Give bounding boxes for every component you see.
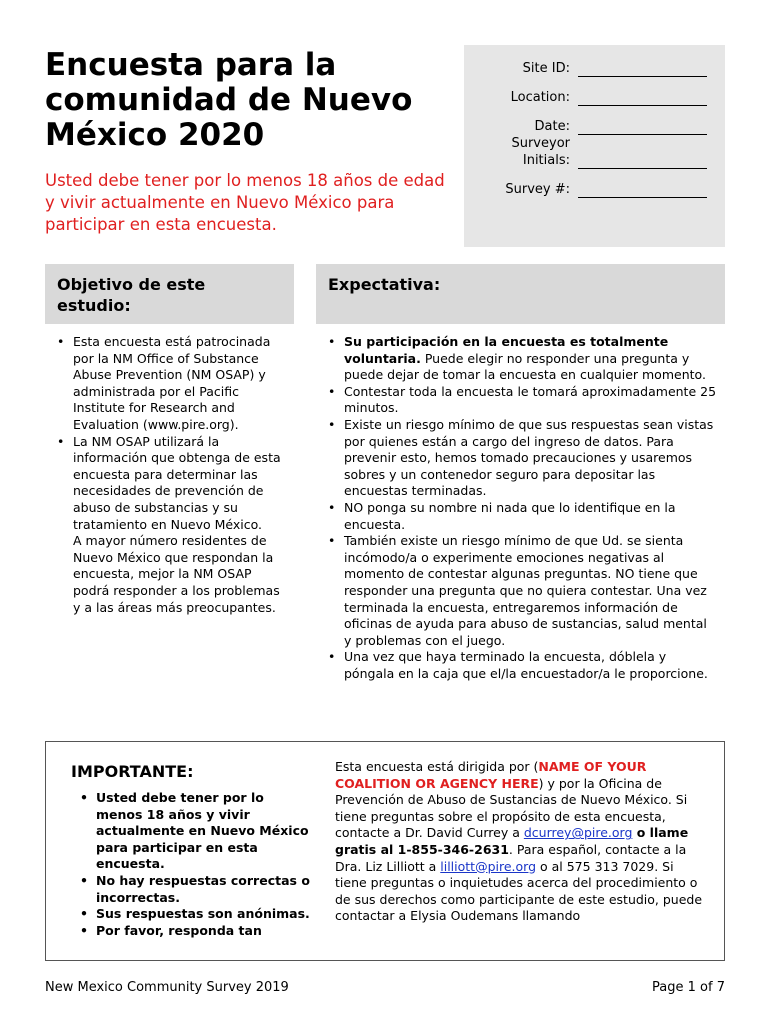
expectation-bullet	[326, 334, 718, 384]
expectation-bullet: • NO ponga su nombre ni nada que lo identifique en la encuesta.	[326, 500, 718, 533]
surveyor-label: Surveyor	[511, 136, 570, 151]
agency-placeholder: NAME OF YOUR COALITION OR AGENCY HERE	[335, 759, 647, 791]
objective-bullet: • Esta encuesta está patrocinada por la NM Office of Substance Abuse Prevention (NM OSAP) y administrada por el Pacific Institute for Research and Evaluation (www.pire.org).	[55, 334, 283, 434]
expectation-bullet: • Una vez que haya terminado la encuesta, dóblela y póngala en la caja que el/la encuestador/a le proporcione.	[326, 649, 718, 682]
site-id-label: Site ID:	[522, 61, 570, 76]
objective-heading: Objetivo de este estudio:	[45, 264, 294, 324]
date-label: Date:	[534, 119, 570, 134]
expectation-section	[326, 334, 718, 682]
expectation-bullet: • Existe un riesgo mínimo de que sus respuestas sean vistas por quienes están a cargo del ingreso de datos. Para prevenir esto, hemos tomado precauciones y usaremos sobres y un contenedor seguro para depositar las encuestas terminadas.	[326, 417, 718, 500]
objective-section	[55, 334, 283, 616]
contact-text-1: Esta encuesta está dirigida por (	[335, 759, 539, 774]
email-link-currey[interactable]: dcurrey@pire.org	[523, 825, 633, 841]
email-link-lilliott[interactable]: lilliott@pire.org	[440, 858, 537, 874]
location-label: Location:	[510, 90, 570, 105]
objective-bullet	[55, 434, 283, 617]
objective-continuation: A mayor número residentes de Nuevo México que respondan la encuesta, mejor la NM OSAP podrá responder a los problemas y a las áreas más preocupantes.	[73, 533, 280, 615]
footer-survey-name: New Mexico Community Survey 2019	[45, 980, 289, 995]
toll-free-phone: o llame gratis al 1-855-346-2631	[335, 825, 689, 857]
expectation-heading: Expectativa:	[316, 264, 725, 324]
contact-text-4: o al 575 313 7029. Si tiene preguntas o inquietudes acerca del procedimiento o de sus derechos como participante de este estudio, puede contactar a Elysia Oudemans llamando	[335, 858, 703, 924]
expectation-bullet: • También existe un riesgo mínimo de que Ud. se sienta incómodo/a o experimente emociones negativas al momento de contestar algunas preguntas. NO tiene que responder una pregunta que no quiera contestar. Una vez terminada la encuesta, entregaremos información de oficinas de ayuda para abuso de sustancias, salud mental y problemas con el juego.	[326, 533, 718, 649]
contact-text-3: . Para español, contacte a la Dra. Liz Lilliott a	[335, 841, 687, 874]
important-list	[78, 790, 310, 939]
eligibility-notice: Usted debe tener por lo menos 18 años de edad y vivir actualmente en Nuevo México para participar en esta encuesta.	[45, 171, 445, 234]
survey-title: Encuesta para la comunidad de Nuevo México 2020	[45, 47, 413, 153]
location-input[interactable]	[578, 91, 707, 106]
survey-number-label: Survey #:	[505, 182, 570, 197]
important-box	[45, 741, 725, 961]
objective-bullet-text: La NM OSAP utilizará la información que obtenga de esta encuesta para determinar las necesidades de prevención de abuso de substancias y su tratamiento en Nuevo México.	[73, 433, 281, 532]
page-number: Page 1 of 7	[652, 980, 725, 995]
important-bullet: • Por favor, responda tan	[78, 923, 310, 940]
initials-input[interactable]	[578, 154, 707, 169]
important-heading: IMPORTANTE:	[71, 762, 194, 781]
contact-text-2: ) y por la Oficina de Prevención de Abuso de Sustancias de Nuevo México. Si tiene preguntas sobre el propósito de esta encuesta, contacte a Dr. David Currey a	[335, 775, 688, 841]
survey-number-input[interactable]	[578, 183, 707, 198]
voluntary-statement: Su participación en la encuesta es totalmente voluntaria.	[344, 334, 669, 366]
site-info-box	[464, 45, 725, 247]
important-bullet: • Usted debe tener por lo menos 18 años y vivir actualmente en Nuevo México para participar en esta encuesta.	[78, 790, 310, 873]
contact-paragraph	[335, 759, 707, 925]
date-input[interactable]	[578, 120, 707, 135]
expectation-bullet: • Contestar toda la encuesta le tomará aproximadamente 25 minutos.	[326, 384, 718, 417]
initials-label: Initials:	[522, 153, 570, 168]
important-bullet: • Sus respuestas son anónimas.	[78, 906, 310, 923]
important-bullet: • No hay respuestas correctas o incorrectas.	[78, 873, 310, 906]
voluntary-detail: Puede elegir no responder una pregunta y puede dejar de tomar la encuesta en cualquier momento.	[344, 350, 706, 383]
site-id-input[interactable]	[578, 62, 707, 77]
